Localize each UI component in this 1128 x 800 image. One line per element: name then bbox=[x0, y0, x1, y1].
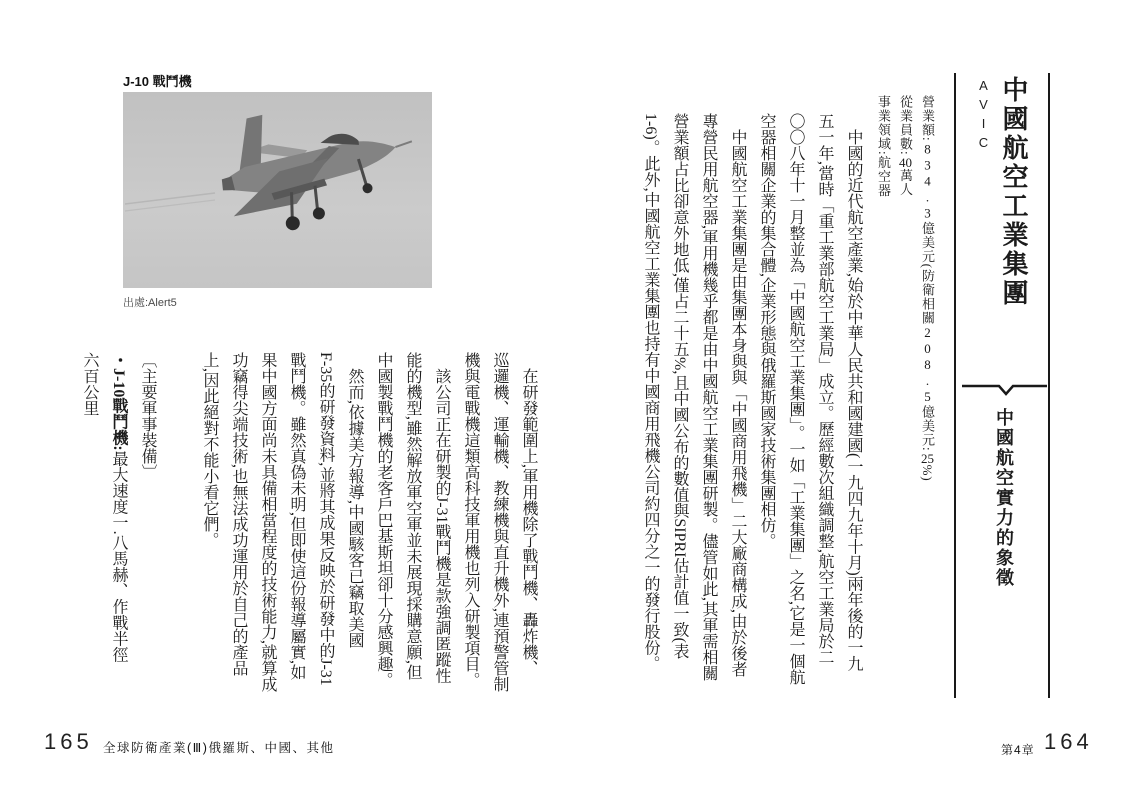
text-column: 五一年,當時「重工業部航空工業局」成立。歷經數次組織調整,航空工業局於二 bbox=[816, 113, 833, 665]
text-column: 上,因此絕對不能小看它們。 bbox=[201, 352, 218, 548]
text-column: 營業額占比卻意外地低,僅占二十五%,且中國公布的數值與SIPRI估計值一致(表 bbox=[671, 113, 688, 659]
footer-chapter-label: 第4章 bbox=[1001, 743, 1035, 757]
title-rule-left bbox=[954, 73, 956, 698]
equipment-block bbox=[75, 352, 162, 708]
text-column: 該公司正在研製的J-31戰鬥機是款強調匿蹤性 bbox=[433, 352, 450, 684]
photo-caption: J-10 戰鬥機 bbox=[123, 74, 192, 89]
body-text-left-page bbox=[195, 352, 543, 708]
equipment-item bbox=[104, 352, 133, 708]
text-column: 營業額:834.3億美元(防衛相關208.5億美元:25%) bbox=[920, 95, 935, 482]
footer-page-number-left: 165 bbox=[44, 729, 93, 754]
text-column: 中國的近代航空產業,始於中華人民共和國建國(一九四九年十月)兩年後的一九 bbox=[845, 113, 862, 672]
text-column: 從業員數:40萬人 bbox=[898, 95, 913, 197]
title-rule-right bbox=[1048, 73, 1050, 698]
company-stats bbox=[872, 95, 938, 525]
j10-jet-illustration bbox=[123, 92, 432, 288]
text-column: 空器相關企業的集合體,企業形態與俄羅斯國家技術集團相仿。 bbox=[758, 113, 775, 549]
footer-book-title: 全球防衛產業(Ⅲ)俄羅斯、中國、其他 bbox=[103, 741, 335, 755]
equipment-heading: 〔主要軍事裝備〕 bbox=[139, 352, 156, 480]
text-column: 巡邏機、運輸機、教練機與直升機外,連預警管制 bbox=[491, 352, 508, 692]
text-column: 然而,依據美方報導,中國駭客已竊取美國 bbox=[346, 352, 363, 648]
text-column: 功竊得尖端技術,也無法成功運用於自己的產品 bbox=[230, 352, 247, 676]
text-column: 果中國方面尚未具備相當程度的技術能力,就算成 bbox=[259, 352, 276, 692]
text-column: 能的機型,雖然解放軍空軍並未展現採購意願,但 bbox=[404, 352, 421, 680]
chapter-title: 中國航空工業集團 bbox=[999, 76, 1028, 308]
text-column: 戰鬥機。雖然真偽未明,但即使這份報導屬實,如 bbox=[288, 352, 305, 680]
subtitle-bracket-ornament bbox=[962, 382, 1047, 396]
text-column: 機與電戰機這類高科技軍用機也列入研製項目。 bbox=[462, 352, 479, 688]
text-column: 中國航空工業集團是由集團本身與與「中國商用飛機」二大廠商構成,由於後者 bbox=[729, 113, 746, 677]
text-column: 中國製戰鬥機的老客戶巴基斯坦卻十分感興趣。 bbox=[375, 352, 392, 688]
text-column: 事業領域:航空器 bbox=[876, 95, 891, 198]
text-column: 專營民用航空器,軍用機幾乎都是由中國航空工業集團研製。儘管如此,其軍需相關 bbox=[700, 113, 717, 681]
text-column: F-35的研發資料,並將其成果反映於研發中的J-31 bbox=[317, 352, 334, 686]
section-subtitle: 中國航空實力的象徵 bbox=[994, 408, 1014, 588]
photo-j10 bbox=[123, 92, 432, 288]
equipment-item-spec: 最大速度一.八馬赫、作戰半徑 bbox=[110, 450, 127, 663]
footer-page-number-right: 164 bbox=[1044, 729, 1093, 754]
equipment-item-spec-cont: 六百公里 bbox=[81, 352, 98, 416]
photo-credit: 出處:Alert5 bbox=[123, 297, 177, 309]
equipment-item-name: ・J-10戰鬥機: bbox=[110, 352, 127, 451]
text-column: 在研發範圍上,軍用機除了戰鬥機、轟炸機、 bbox=[520, 352, 537, 676]
text-column: 1-6)。此外,中國航空工業集團也持有中國商用飛機公司約四分之一的發行股份。 bbox=[642, 113, 659, 672]
avic-label: AVIC bbox=[976, 78, 991, 154]
text-column: 〇〇八年十一月整並為「中國航空工業集團」。一如「工業集團」之名,它是一個航 bbox=[787, 113, 804, 685]
body-text-right-page bbox=[636, 113, 868, 709]
